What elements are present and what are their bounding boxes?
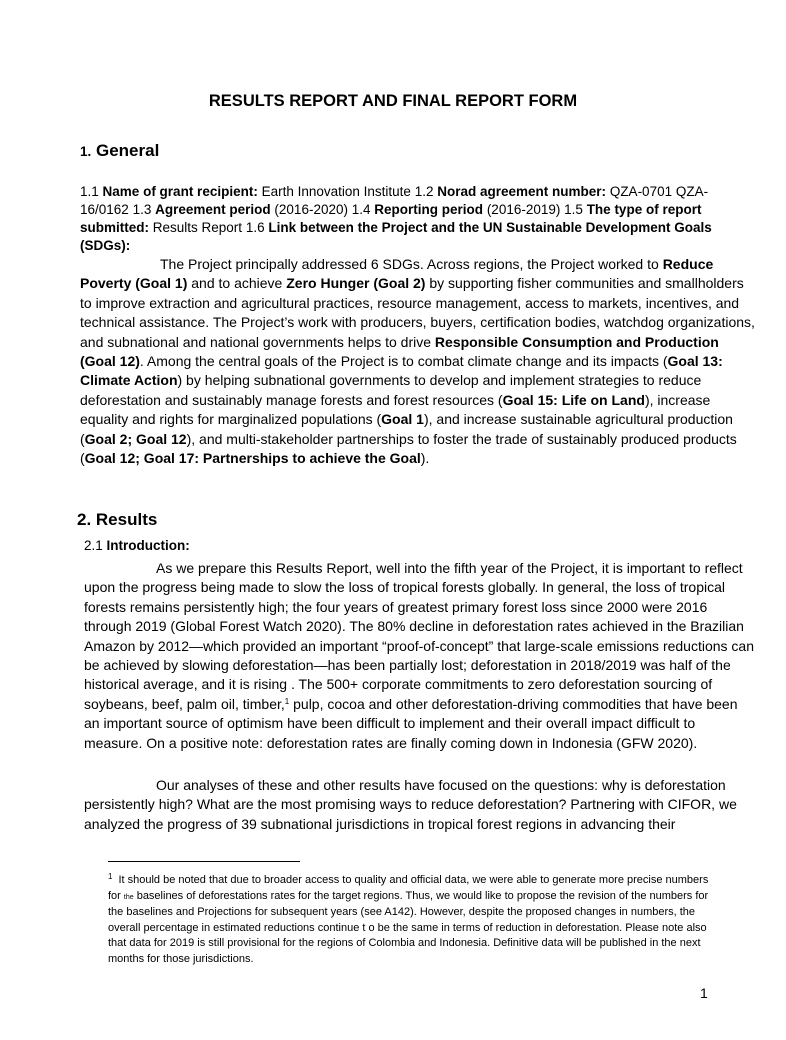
page-number: 1: [700, 985, 708, 1001]
report-type-label: The type of report submitted:: [80, 202, 702, 235]
grant-recipient-label: Name of grant recipient:: [102, 184, 258, 199]
section-number: 1.: [80, 144, 92, 159]
introduction-paragraph-1: As we prepare this Results Report, well into the fifth year of the Project, it is important to reflect upon the progress being made to slow the loss of tropical forests globally. In general, the loss of tropical forests remains persistently high; the four years of greatest primary forest loss since 2000 were 2016 through 2019 (Global Forest Watch 2020). The 80% decline in deforestation rates achieved in the Brazilian Amazon by 2012—which provided an important “proof-of-concept” that large-scale emissions reductions can be achieved by slowing deforestation—has been partially lost; deforestation in 2018/2019 was half of the historical average, and it is rising . The 500+ corporate commitments to zero deforestation sourcing of soybeans, beef, palm oil, timber,$^1$ pulp, cocoa and other deforestation-driving commodities that have been an important source of optimism have been difficult to implement and their overall impact difficult to measure. On a positive note: deforestation rates are finally coming down in Indonesia (GFW 2020).: [84, 560, 755, 751]
section-title: General: [96, 141, 160, 160]
agreement-period-label: Agreement period: [155, 202, 271, 217]
report-type-value: Results Report: [152, 220, 243, 235]
sdg-paragraph: The Project principally addressed 6 SDGs. Across regions, the Project worked to Reduce Poverty (Goal 1) and to achieve Zero Hunger (Goal 2) by supporting fisher communities and smallholders to improve extraction and agricultural practices, resource management, access to markets, incentives, and technical assistance. The Project’s work with producers, buyers, certification bodies, watchdog organizations, and subnational and national governments helps to drive Responsible Consumption and Production (Goal 12). Among the central goals of the Project is to combat climate change and its impacts (Goal 13: Climate Action) by helping subnational governments to develop and implement strategies to reduce deforestation and sustainably manage forests and forest resources (Goal 15: Life on Land), increase equality and rights for marginalized populations (Goal 1), and increase sustainable agricultural production (Goal 2; Goal 12), and multi-stakeholder partnerships to foster the trade of sustainably produced products (Goal 12; Goal 17: Partnerships to achieve the Goal).: [80, 256, 755, 467]
section-general-heading: [80, 141, 159, 161]
sdg-link-label: Link between the Project and the UN Sustainable Development Goals (SDGs):: [80, 220, 712, 253]
footnote: $^1$ It should be noted that due to broader access to quality and official data, we were able to generate more precise numbers for the baselines of deforestations rates for the target regions. Thus, we would like to propose the revision of the numbers for the baselines and Projections for subsequent years (see A142). However, despite the proposed changes in numbers, the overall percentage in estimated reductions continue t o be the same in terms of reduction in deforestation. Please note also that data for 2019 is still provisional for the regions of Colombia and Indonesia. Definitive data will be published in the next months for those jurisdictions.: [108, 872, 709, 965]
footnote-divider: [108, 861, 300, 862]
grant-info-block: 1.1 Name of grant recipient: Earth Innovation Institute 1.2 Norad agreement number: QZA-0701 QZA-16/0162 1.3 Agreement period (2016-2020) 1.4 Reporting period (2016-2019) 1.5 The type of report submitted: Results Report 1.6 Link between the Project and the UN Sustainable Development Goals (SDGs):: [80, 184, 712, 253]
norad-number-value: QZA-0701 QZA-16/0162: [80, 184, 709, 217]
reporting-period-label: Reporting period: [374, 202, 484, 217]
footnote-mark: 1: [108, 872, 113, 881]
grant-recipient-value: Earth Innovation Institute: [261, 184, 411, 199]
footnote-reference[interactable]: 1: [284, 696, 290, 706]
report-title: RESULTS REPORT AND FINAL REPORT FORM: [208, 92, 578, 110]
agreement-period-value: (2016-2020): [274, 202, 348, 217]
norad-number-label: Norad agreement number:: [437, 184, 607, 199]
reporting-period-value: (2016-2019): [486, 202, 561, 217]
introduction-subheading: 2.1 Introduction:: [84, 538, 190, 553]
introduction-paragraph-2: Our analyses of these and other results have focused on the questions: why is deforestation persistently high? What are the most promising ways to reduce deforestation? Partnering with CIFOR, we analyzed the progress of 39 subnational jurisdictions in tropical forest regions in advancing their: [84, 777, 737, 832]
section-results-heading: 2. Results: [77, 510, 158, 529]
